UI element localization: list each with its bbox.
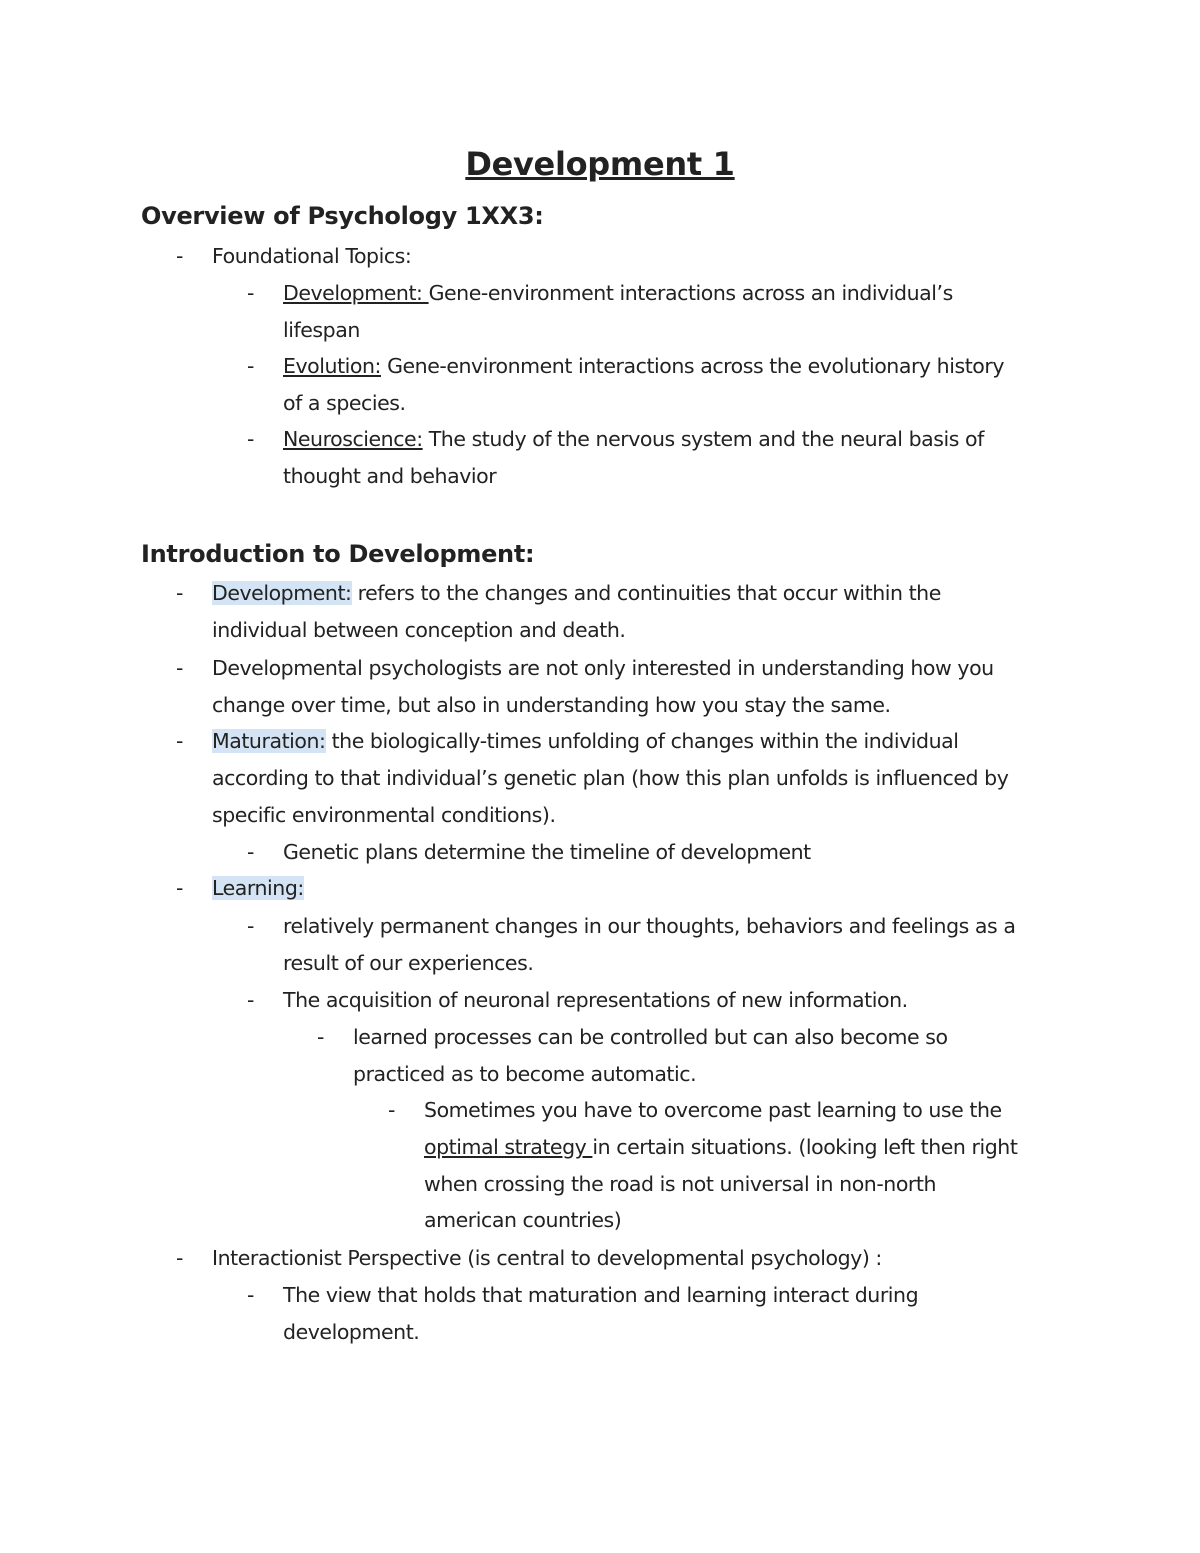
item-text: relatively permanent changes in our thoughts, behaviors and feelings as a <box>283 914 1016 938</box>
list-item <box>176 1240 882 1277</box>
list-item <box>176 650 994 724</box>
term-development-highlight: Development: <box>212 581 352 605</box>
item-text: Interactionist Perspective (is central to developmental psychology) : <box>212 1246 882 1270</box>
item-text: change over time, but also in understanding how you stay the same. <box>212 692 891 717</box>
bullet-dash: - <box>176 1246 183 1270</box>
item-text: american countries) <box>424 1208 622 1233</box>
item-text: Gene-environment interactions across an individual’s <box>428 281 953 305</box>
list-item <box>388 1092 1017 1239</box>
item-text: result of our experiences. <box>283 950 534 975</box>
bullet-dash: - <box>176 244 183 268</box>
list-item <box>176 238 411 275</box>
item-text: The study of the nervous system and the neural basis of <box>422 427 984 451</box>
item-text: The view that holds that maturation and learning interact during <box>283 1283 919 1307</box>
term-maturation-highlight: Maturation: <box>212 729 326 753</box>
item-text: according to that individual’s genetic plan (how this plan unfolds is influenced by <box>212 765 1009 790</box>
list-item <box>247 348 1004 422</box>
list-item <box>247 908 1015 982</box>
item-text: lifespan <box>283 317 360 342</box>
bullet-dash: - <box>247 1283 254 1307</box>
item-text: practiced as to become automatic. <box>353 1061 697 1086</box>
bullet-dash: - <box>247 840 254 864</box>
item-text: Sometimes you have to overcome past learning to use the <box>424 1098 1002 1122</box>
item-text: Foundational Topics: <box>212 244 412 268</box>
list-item <box>247 834 811 871</box>
bullet-dash: - <box>176 581 183 605</box>
bullet-dash: - <box>176 656 183 680</box>
term-development: Development: <box>283 281 429 305</box>
item-text: learned processes can be controlled but can also become so <box>353 1025 948 1049</box>
item-text: when crossing the road is not universal in non-north <box>424 1171 937 1196</box>
section-heading-overview: Overview of Psychology 1XX3: <box>141 202 544 230</box>
item-text: the biologically-times unfolding of changes within the individual <box>325 729 959 753</box>
item-text: refers to the changes and continuities that occur within the <box>351 581 941 605</box>
list-item <box>247 982 908 1019</box>
bullet-dash: - <box>247 988 254 1012</box>
section-heading-introduction: Introduction to Development: <box>141 540 535 568</box>
list-item <box>247 1277 918 1351</box>
bullet-dash: - <box>247 354 254 378</box>
item-text: individual between conception and death. <box>212 617 626 642</box>
list-item <box>317 1019 948 1093</box>
item-text: thought and behavior <box>283 463 497 488</box>
term-neuroscience: Neuroscience: <box>283 427 423 451</box>
item-text: Genetic plans determine the timeline of development <box>283 840 811 864</box>
item-text: specific environmental conditions). <box>212 802 556 827</box>
list-item <box>247 275 953 349</box>
term-learning-highlight: Learning: <box>212 876 304 900</box>
page-title: Development 1 <box>465 145 735 183</box>
item-text: in certain situations. (looking left then right <box>592 1134 1018 1159</box>
bullet-dash: - <box>317 1025 324 1049</box>
term-evolution: Evolution: <box>283 354 381 378</box>
item-text: development. <box>283 1319 420 1344</box>
bullet-dash: - <box>247 427 254 451</box>
bullet-dash: - <box>388 1098 395 1122</box>
bullet-dash: - <box>176 876 183 900</box>
item-text: The acquisition of neuronal representations of new information. <box>283 988 908 1012</box>
item-text: Gene-environment interactions across the evolutionary history <box>381 354 1005 378</box>
list-item <box>176 575 941 649</box>
bullet-dash: - <box>176 729 183 753</box>
item-text: Developmental psychologists are not only interested in understanding how you <box>212 656 994 680</box>
list-item <box>247 421 984 495</box>
list-item <box>176 723 1008 833</box>
term-optimal-strategy: optimal strategy <box>424 1134 593 1159</box>
item-text: of a species. <box>283 390 406 415</box>
bullet-dash: - <box>247 281 254 305</box>
bullet-dash: - <box>247 914 254 938</box>
list-item <box>176 870 304 907</box>
